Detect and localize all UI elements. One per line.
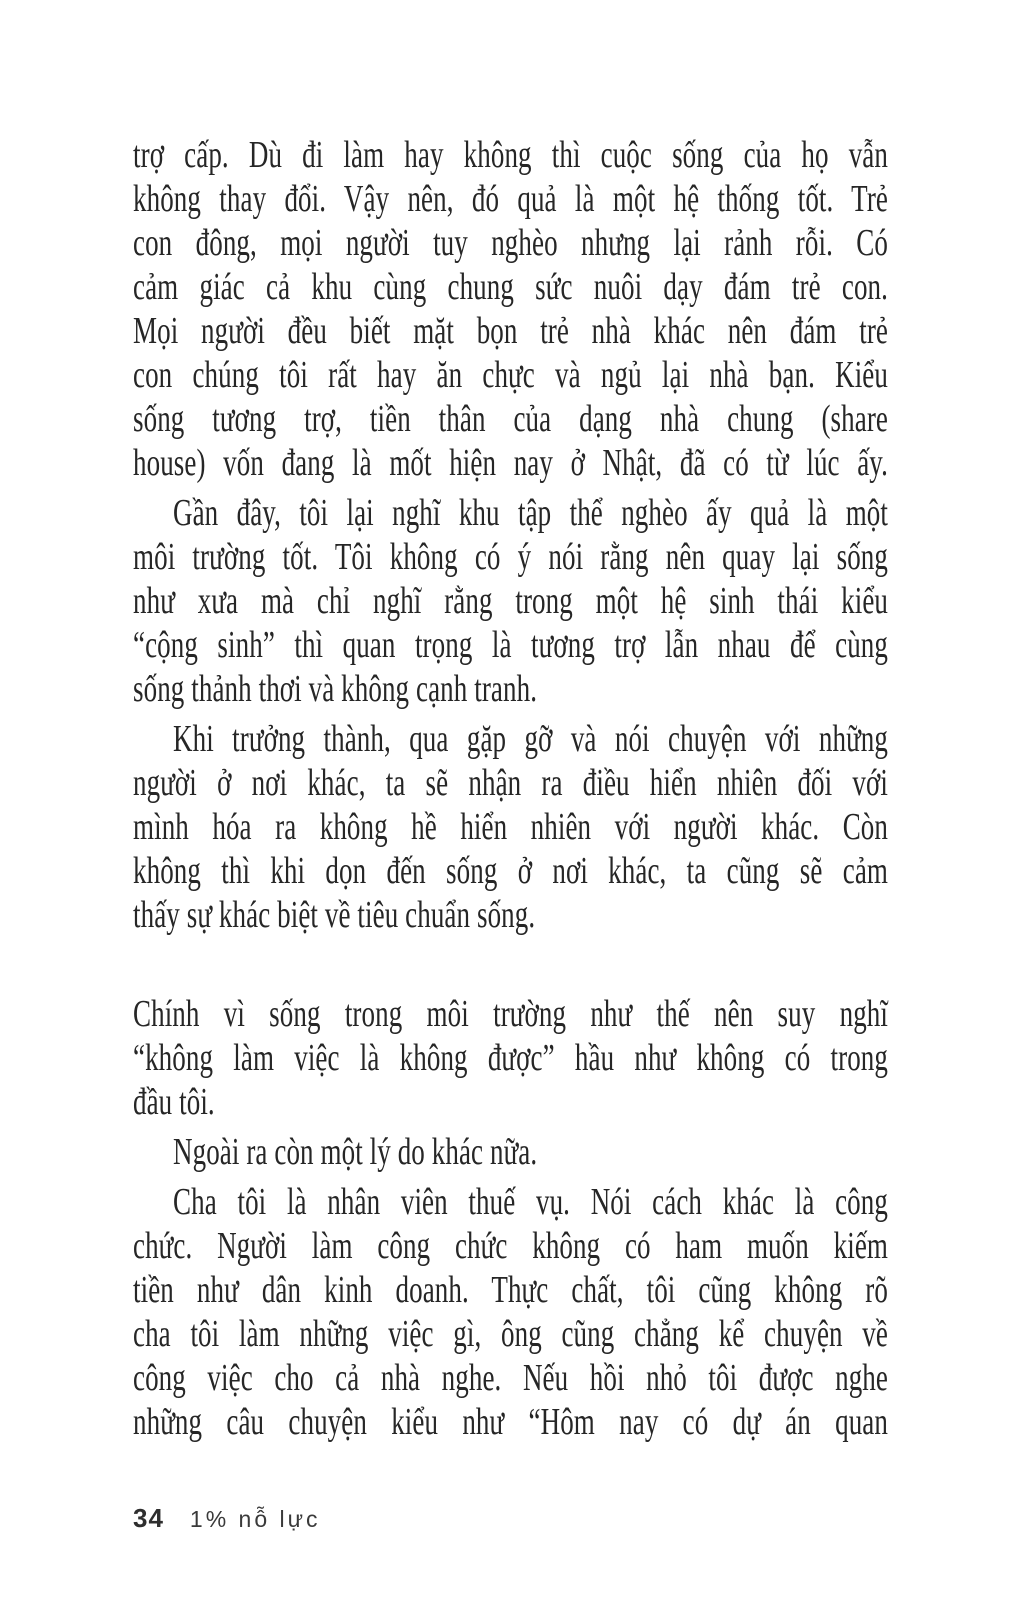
text-line-content: đầu tôi. [133,1079,215,1123]
text-line-content: không thì khi dọn đến sống ở nơi khác, ta cũng sẽ cảm [133,848,888,892]
paragraph [133,1130,888,1174]
text-line-content: con đông, mọi người tuy nghèo nhưng lại rảnh rỗi. Có [133,220,888,264]
text-line-content: người ở nơi khác, ta sẽ nhận ra điều hiển nhiên đối với [133,760,888,804]
paragraph [133,992,888,1124]
text-line-content: “cộng sinh” thì quan trọng là tương trợ lẫn nhau để cùng [133,622,888,666]
text-line-content: sống thảnh thơi và không cạnh tranh. [133,666,538,710]
text-line [133,893,888,937]
text-line-content: con chúng tôi rất hay ăn chực và ngủ lại nhà bạn. Kiểu [133,352,888,396]
text-line-content: mình hóa ra không hề hiển nhiên với người khác. Còn [133,804,888,848]
text-line-content: sống tương trợ, tiền thân của dạng nhà chung (share [133,396,888,440]
text-line-content: tiền như dân kinh doanh. Thực chất, tôi cũng không rõ [133,1267,888,1311]
text-line-content: thấy sự khác biệt về tiêu chuẩn sống. [133,892,536,936]
paragraph [133,717,888,937]
text-line-content: chức. Người làm công chức không có ham muốn kiếm [133,1223,888,1267]
text-line-content: không thay đổi. Vậy nên, đó quả là một hệ thống tốt. Trẻ [133,176,888,220]
text-line [133,1130,888,1174]
text-line-content: Khi trưởng thành, qua gặp gỡ và nói chuyện với những [173,716,888,760]
text-line-content: Chính vì sống trong môi trường như thế nên suy nghĩ [133,991,888,1035]
paragraph [133,133,888,485]
book-title: 1% nỗ lực [189,1506,321,1532]
text-line [133,441,888,485]
text-line-content: Cha tôi là nhân viên thuế vụ. Nói cách khác là công [173,1179,888,1223]
text-line-content: Ngoài ra còn một lý do khác nữa. [173,1129,538,1173]
text-line-content: Mọi người đều biết mặt bọn trẻ nhà khác nên đám trẻ [133,308,888,352]
text-line-content: Gần đây, tôi lại nghĩ khu tập thể nghèo ấy quả là một [173,490,888,534]
text-line-content: cha tôi làm những việc gì, ông cũng chẳng kể chuyện về [133,1311,888,1355]
text-line [133,1080,888,1124]
page-number: 34 [133,1503,164,1533]
page-text [133,133,888,1444]
text-line [133,667,888,711]
page-footer [133,1503,321,1534]
text-line-content: trợ cấp. Dù đi làm hay không thì cuộc sống của họ vẫn [133,132,888,176]
text-line-content: công việc cho cả nhà nghe. Nếu hồi nhỏ tôi được nghe [133,1355,888,1399]
text-line [133,1400,888,1444]
text-line-content: cảm giác cả khu cùng chung sức nuôi dạy đám trẻ con. [133,264,888,308]
text-line-content: những câu chuyện kiểu như “Hôm nay có dự án quan [133,1399,888,1443]
paragraph [133,491,888,711]
text-line-content: house) vốn đang là mốt hiện nay ở Nhật, đã có từ lúc ấy. [133,440,888,484]
text-line-content: “không làm việc là không được” hầu như không có trong [133,1035,888,1079]
text-line-content: như xưa mà chỉ nghĩ rằng trong một hệ sinh thái kiểu [133,578,888,622]
paragraph [133,1180,888,1444]
text-line-content: môi trường tốt. Tôi không có ý nói rằng nên quay lại sống [133,534,888,578]
